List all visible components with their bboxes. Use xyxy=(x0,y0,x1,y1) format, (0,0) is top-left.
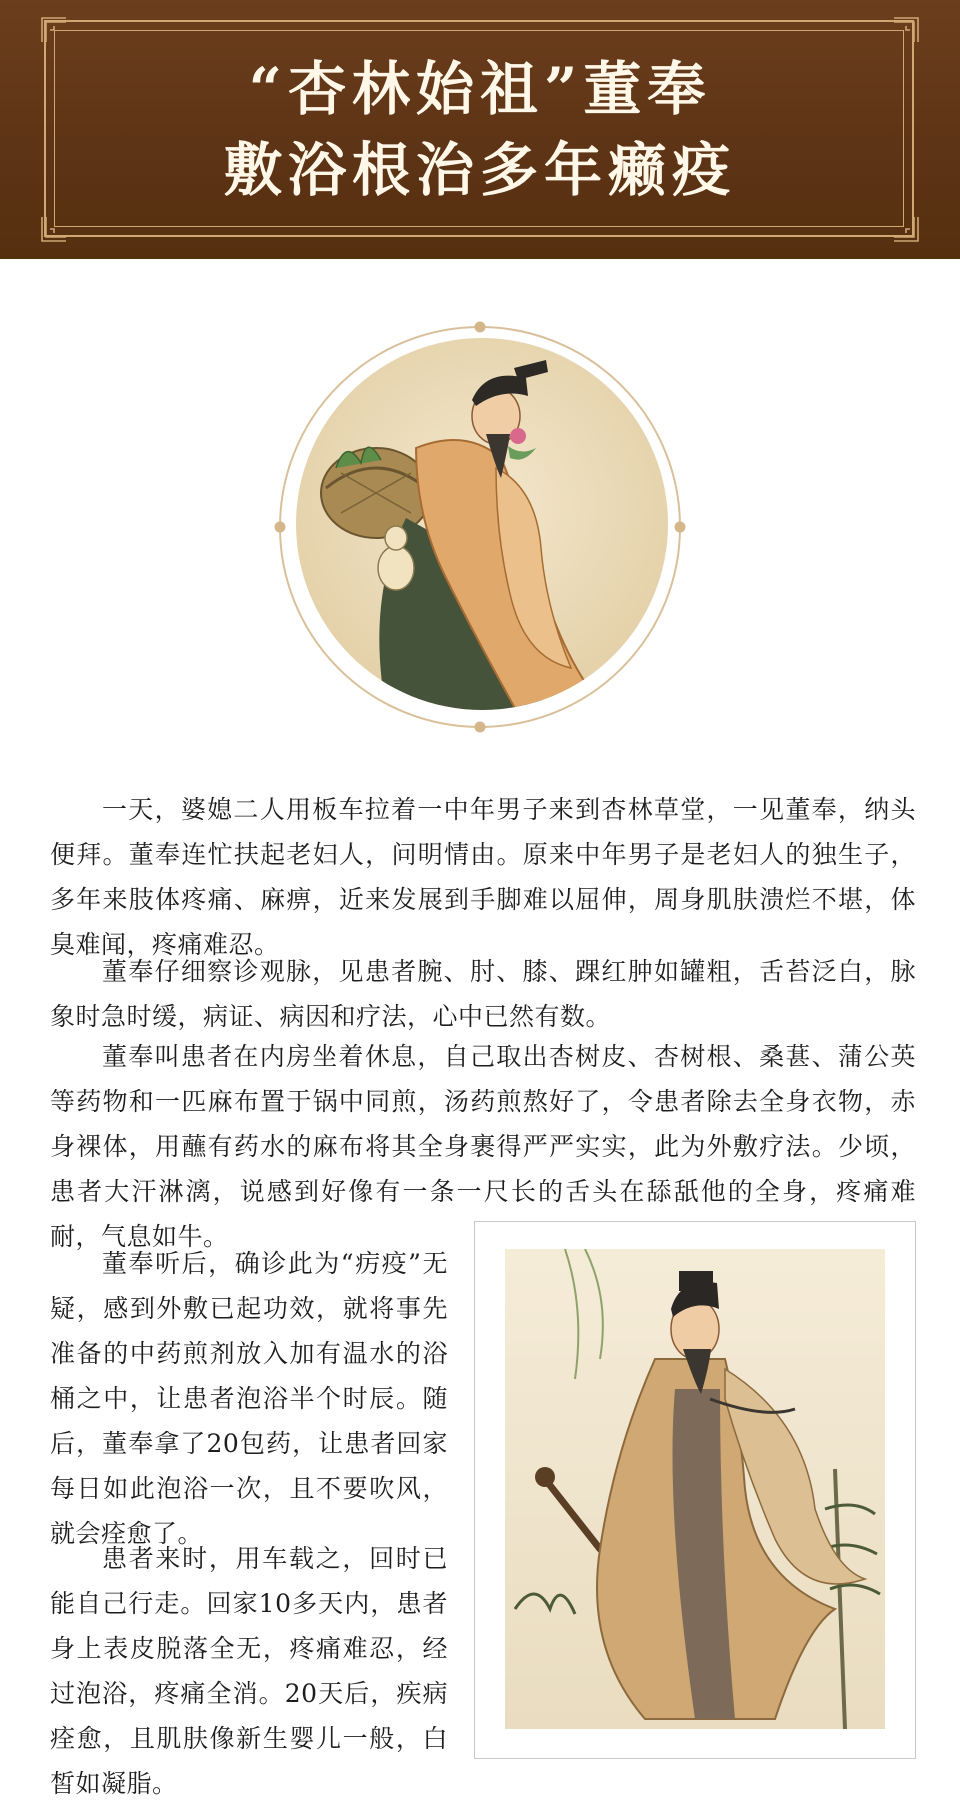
corner-ornament-icon xyxy=(40,16,68,44)
portrait-top-image xyxy=(296,338,668,710)
page-title-line2: 敷浴根治多年癞疫 xyxy=(223,136,736,204)
article-paragraph: 患者来时，用车载之，回时已能自己行走。回家10多天内，患者身上表皮脱落全无，疼痛难忍，经过泡浴，疼痛全消。20天后，疾病痊愈，且肌肤像新生婴儿一般，白皙如凝脂。 xyxy=(50,1544,448,1798)
portrait-bottom-image xyxy=(505,1249,885,1729)
corner-ornament-icon xyxy=(892,16,920,44)
article-paragraph: 董奉听后，确诊此为“疠疫”无疑，感到外敷已起功效，就将事先准备的中药煎剂放入加有温水的浴桶之中，让患者泡浴半个时辰。随后，董奉拿了20包药，让患者回家每日如此泡浴一次，且不要吹风，就会痊愈了。 xyxy=(50,1249,448,1548)
corner-ornament-icon xyxy=(892,215,920,243)
article-paragraph: 一天，婆媳二人用板车拉着一中年男子来到杏林草堂，一见董奉，纳头便拜。董奉连忙扶起老妇人，问明情由。原来中年男子是老妇人的独生子，多年来肢体疼痛、麻痹，近来发展到手脚难以屈伸，周身肌肤溃烂不堪，体臭难闻，疼痛难忍。 xyxy=(50,795,916,959)
article-paragraph: 董奉叫患者在内房坐着休息，自己取出杏树皮、杏树根、桑葚、蒲公英等药物和一匹麻布置于锅中同煎，汤药煎熬好了，令患者除去全身衣物，赤身裸体，用蘸有药水的麻布将其全身裹得严严实实，此为外敷疗法。少顷，患者大汗淋漓，说感到好像有一条一尺长的舌头在舔舐他的全身，疼痛难耐，气息如牛。 xyxy=(50,1042,916,1251)
article-paragraph: 董奉仔细察诊观脉，见患者腕、肘、膝、踝红肿如罐粗，舌苔泛白，脉象时急时缓，病证、病因和疗法，心中已然有数。 xyxy=(50,957,916,1031)
page-title-line1: “杏林始祖”董奉 xyxy=(248,55,712,123)
header-banner xyxy=(0,0,960,259)
corner-ornament-icon xyxy=(40,215,68,243)
